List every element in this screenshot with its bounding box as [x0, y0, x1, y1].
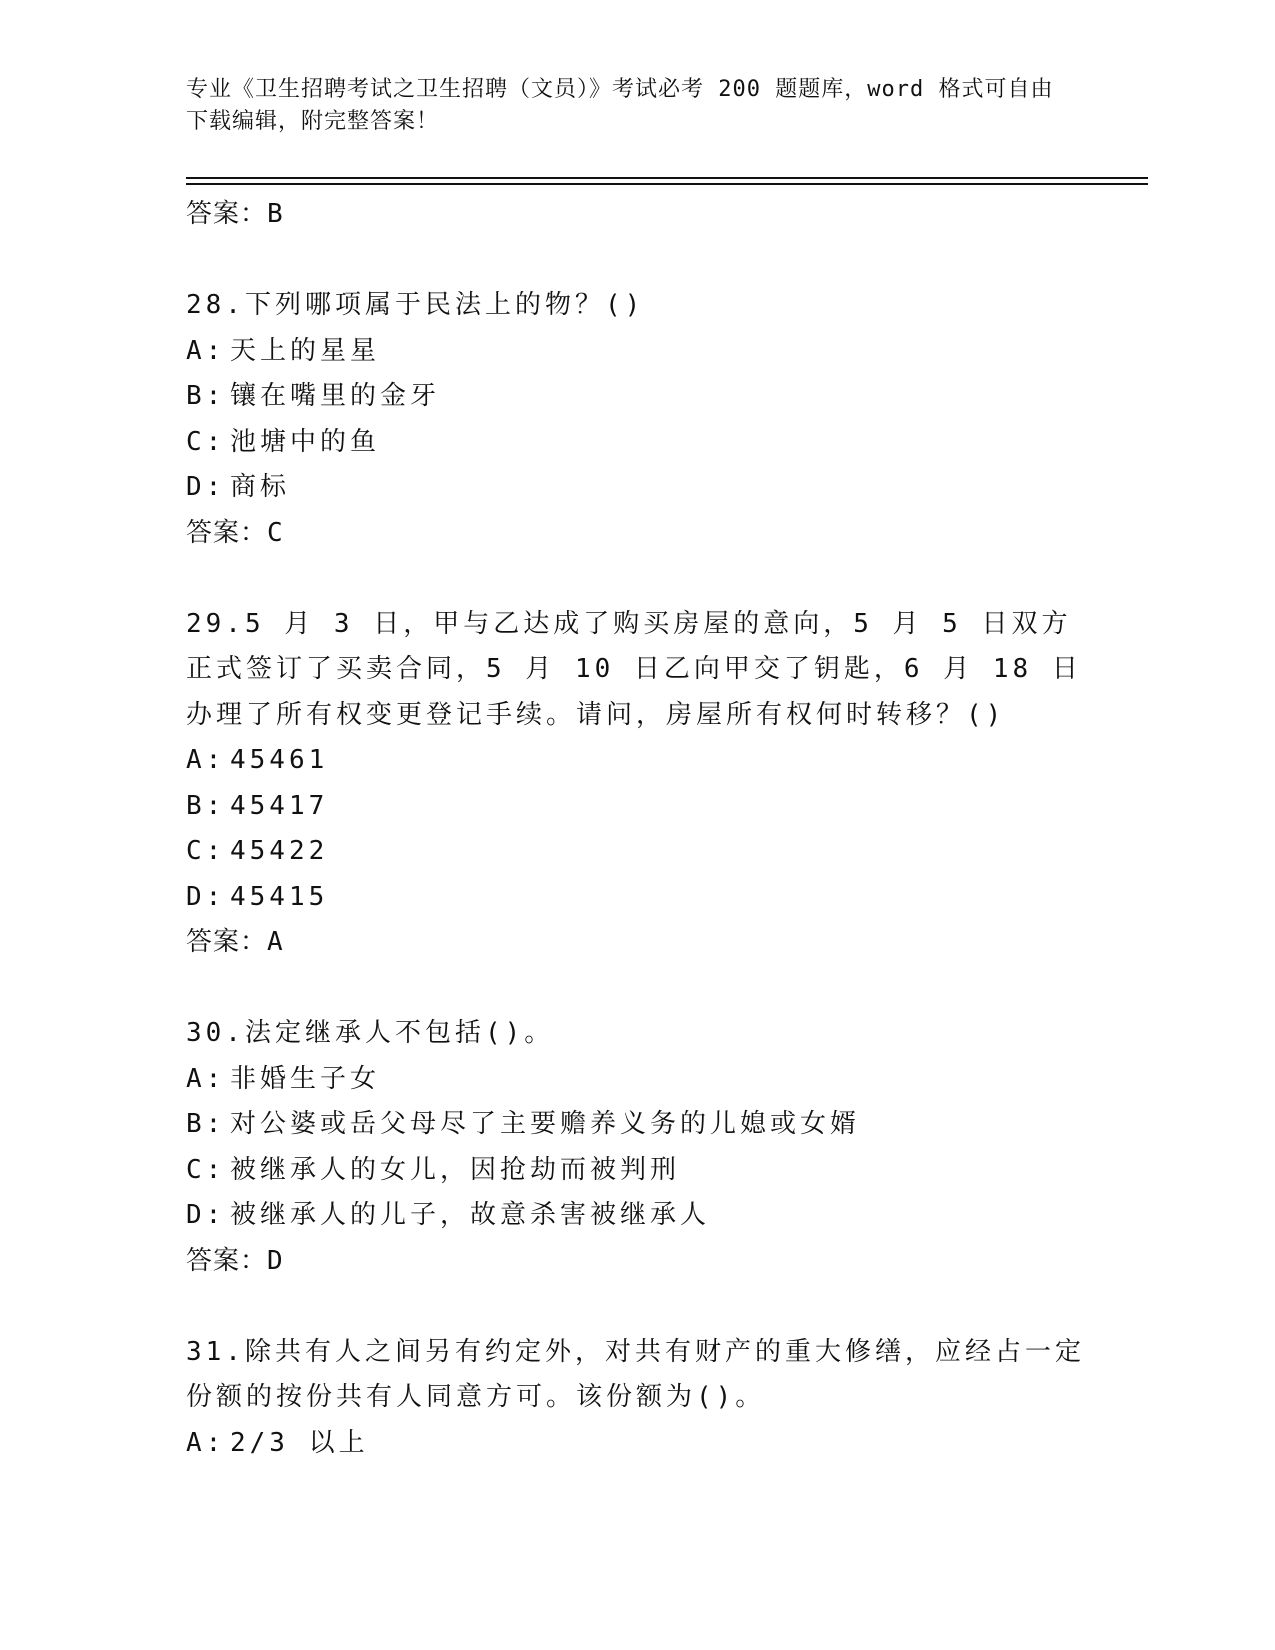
answer-line: 答案：A	[186, 927, 284, 957]
question-text: 31.除共有人之间另有约定外，对共有财产的重大修缮，应经占一定份额的按份共有人同意方可。该份额为()。	[186, 1336, 1085, 1412]
question-text: 28.下列哪项属于民法上的物？()	[186, 290, 645, 320]
option-a	[186, 1057, 1086, 1103]
option-text: 45422	[230, 836, 329, 866]
option-a	[186, 738, 1086, 784]
option-text: 被继承人的女儿，因抢劫而被判刑	[230, 1154, 681, 1185]
question-text: 29.5 月 3 日，甲与乙达成了购买房屋的意向，5 月 5 日双方正式签订了买卖合同，5 月 10 日乙向甲交了钥匙，6 月 18 日办理了所有权变更登记手续。请问，房屋所有权何时转移？()	[186, 608, 1082, 730]
option-text: 商标	[230, 472, 291, 502]
question-block	[186, 1011, 1086, 1284]
option-letter: C:	[186, 1154, 226, 1185]
question-block	[186, 283, 1086, 556]
option-letter: A:	[186, 1427, 226, 1458]
option-text: 非婚生子女	[230, 1063, 381, 1094]
option-letter: A:	[186, 335, 226, 366]
option-text: 45417	[230, 790, 329, 821]
option-c	[186, 829, 1086, 875]
option-letter: D:	[186, 1200, 226, 1230]
document-header: 专业《卫生招聘考试之卫生招聘（文员）》考试必考 200 题题库，word 格式可自由下载编辑，附完整答案！	[186, 77, 1054, 134]
option-letter: C:	[186, 426, 226, 457]
option-c	[186, 1148, 1086, 1194]
option-a	[186, 329, 1086, 375]
header-divider-top	[186, 177, 1148, 179]
option-text: 被继承人的儿子，故意杀害被继承人	[230, 1200, 711, 1230]
option-letter: C:	[186, 836, 226, 866]
option-d	[186, 1193, 1086, 1239]
option-text: 镶在嘴里的金牙	[230, 381, 441, 411]
option-d	[186, 465, 1086, 511]
option-c	[186, 420, 1086, 466]
option-b	[186, 784, 1086, 830]
option-text: 天上的星星	[230, 335, 381, 366]
option-text: 2/3 以上	[230, 1427, 369, 1458]
option-b	[186, 1102, 1086, 1148]
question-list	[186, 192, 1086, 1466]
header-divider-bottom	[186, 183, 1148, 185]
option-letter: A:	[186, 745, 226, 775]
option-letter: D:	[186, 472, 226, 502]
option-b	[186, 374, 1086, 420]
answer-line: 答案：B	[186, 199, 284, 229]
option-d	[186, 875, 1086, 921]
question-block	[186, 1330, 1086, 1467]
option-letter: B:	[186, 381, 226, 411]
option-letter: D:	[186, 881, 226, 912]
option-text: 45461	[230, 745, 329, 775]
question-block	[186, 602, 1086, 966]
option-letter: B:	[186, 1109, 226, 1139]
answer-line: 答案：D	[186, 1245, 284, 1276]
option-text: 对公婆或岳父母尽了主要赡养义务的儿媳或女婿	[230, 1109, 861, 1139]
option-letter: A:	[186, 1063, 226, 1094]
option-a	[186, 1421, 1086, 1467]
question-text: 30.法定继承人不包括()。	[186, 1018, 555, 1048]
option-text: 池塘中的鱼	[230, 426, 381, 457]
option-text: 45415	[230, 881, 329, 912]
answer-line: 答案：C	[186, 517, 284, 548]
option-letter: B:	[186, 790, 226, 821]
